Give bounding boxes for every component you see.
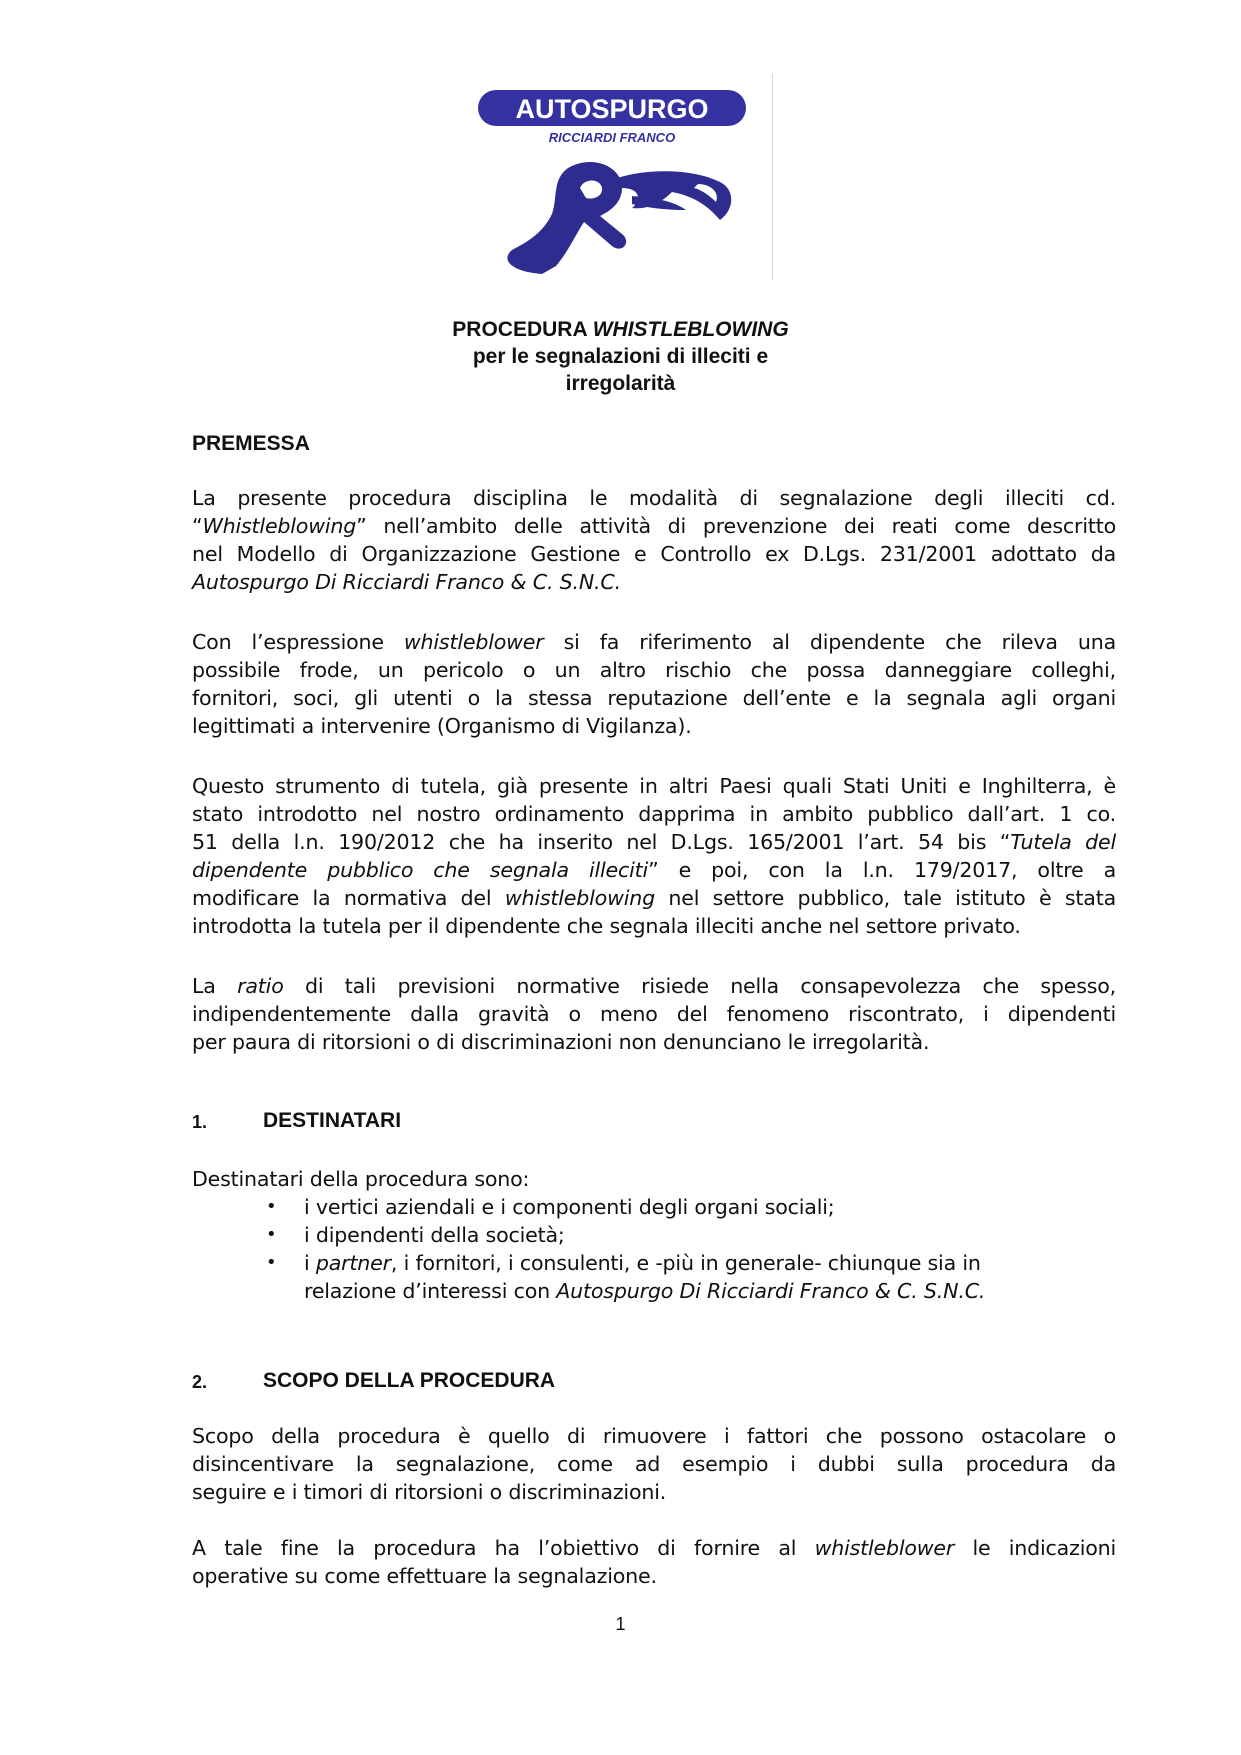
- section-1-intro: [192, 1165, 1116, 1193]
- premessa-paragraph-2: [192, 628, 1116, 740]
- title-prefix: PROCEDURA: [452, 318, 593, 341]
- text-line: legittimati a intervenire (Organismo di Vigilanza).: [192, 714, 692, 738]
- company-logo: [472, 84, 752, 284]
- section-2-number: 2.: [192, 1372, 208, 1392]
- bullet-icon: •: [266, 1196, 277, 1217]
- list-item-text: i partner, i fornitori, i consulenti, e -più in generale- chiunque sia in: [304, 1251, 981, 1275]
- text-line: 51 della l.n. 190/2012 che ha inserito nel D.Lgs. 165/2001 l’art. 54 bis “Tutela del: [192, 830, 1117, 854]
- title-italic: WHISTLEBLOWING: [592, 318, 789, 341]
- list-item-text: i dipendenti della società;: [304, 1223, 565, 1247]
- text-line: dipendente pubblico che segnala illeciti” e poi, con la l.n. 179/2017, oltre a: [192, 858, 1116, 882]
- text-line: Questo strumento di tutela, già presente in altri Paesi quali Stati Uniti e Inghilterra, è: [192, 774, 1116, 798]
- text-line: fornitori, soci, gli utenti o la stessa reputazione dell’ente e la segnala agli organi: [192, 686, 1116, 710]
- bullet-icon: •: [266, 1252, 277, 1273]
- text-line: possibile frode, un pericolo o un altro rischio che possa danneggiare colleghi,: [192, 658, 1116, 682]
- text-line: indipendentemente dalla gravità o meno del fenomeno riscontrato, i dipendenti: [192, 1002, 1116, 1026]
- logo-sub-text: RICCIARDI FRANCO: [548, 130, 676, 145]
- premessa-paragraph-4: [192, 972, 1116, 1056]
- text-line: La ratio di tali previsioni normative risiede nella consapevolezza che spesso,: [192, 974, 1116, 998]
- logo-divider: [772, 74, 773, 280]
- title-line-1: [0, 316, 1241, 343]
- text-line: stato introdotto nel nostro ordinamento dapprima in ambito pubblico dall’art. 1 co.: [192, 802, 1116, 826]
- text-line: operative su come effettuare la segnalazione.: [192, 1564, 657, 1588]
- title-line-2: per le segnalazioni di illeciti e: [472, 345, 769, 368]
- list-item: [266, 1221, 1116, 1249]
- text-line: “Whistleblowing” nell’ambito delle attività di prevenzione dei reati come descritto: [192, 514, 1116, 538]
- text-line: Autospurgo Di Ricciardi Franco & C. S.N.C.: [192, 570, 621, 594]
- premessa-paragraph-1: [192, 484, 1116, 596]
- text-line: A tale fine la procedura ha l’obiettivo di fornire al whistleblower le indicazioni: [192, 1536, 1116, 1560]
- text-line: Destinatari della procedura sono:: [192, 1167, 530, 1191]
- section-2-paragraph-2: [192, 1534, 1116, 1590]
- text-line: Con l’espressione whistleblower si fa riferimento al dipendente che rileva una: [192, 630, 1116, 654]
- text-line: La presente procedura disciplina le modalità di segnalazione degli illeciti cd.: [192, 486, 1116, 510]
- list-item-text: i vertici aziendali e i componenti degli organi sociali;: [304, 1195, 835, 1219]
- title-line-3: irregolarità: [565, 372, 676, 395]
- recipients-list: [266, 1193, 1116, 1305]
- text-line: nel Modello di Organizzazione Gestione e Controllo ex D.Lgs. 231/2001 adottato da: [192, 542, 1116, 566]
- section-1-number: 1.: [192, 1112, 208, 1132]
- section-1-title: DESTINATARI: [263, 1109, 402, 1132]
- logo-brand-text: AUTOSPURGO: [515, 94, 709, 124]
- text-line: Scopo della procedura è quello di rimuovere i fattori che possono ostacolare o: [192, 1424, 1116, 1448]
- bullet-icon: •: [266, 1224, 277, 1245]
- page-number: 1: [615, 1614, 626, 1634]
- text-line: per paura di ritorsioni o di discriminazioni non denunciano le irregolarità.: [192, 1030, 930, 1054]
- premessa-heading: PREMESSA: [192, 432, 310, 455]
- text-line: seguire e i timori di ritorsioni o discriminazioni.: [192, 1480, 667, 1504]
- section-2-paragraph-1: [192, 1422, 1116, 1506]
- company-logo-graphic: [472, 84, 752, 284]
- section-2-title: SCOPO DELLA PROCEDURA: [263, 1369, 556, 1392]
- list-item: [266, 1193, 1116, 1221]
- premessa-paragraph-3: [192, 772, 1116, 940]
- document-title: [0, 316, 1241, 397]
- text-line: modificare la normativa del whistleblowing nel settore pubblico, tale istituto è stata: [192, 886, 1117, 910]
- text-line: disincentivare la segnalazione, come ad esempio i dubbi sulla procedura da: [192, 1452, 1116, 1476]
- text-line: introdotta la tutela per il dipendente che segnala illeciti anche nel settore privato.: [192, 914, 1021, 938]
- list-item: [266, 1249, 1116, 1305]
- list-item-text-continued: relazione d’interessi con Autospurgo Di Ricciardi Franco & C. S.N.C.: [304, 1279, 986, 1303]
